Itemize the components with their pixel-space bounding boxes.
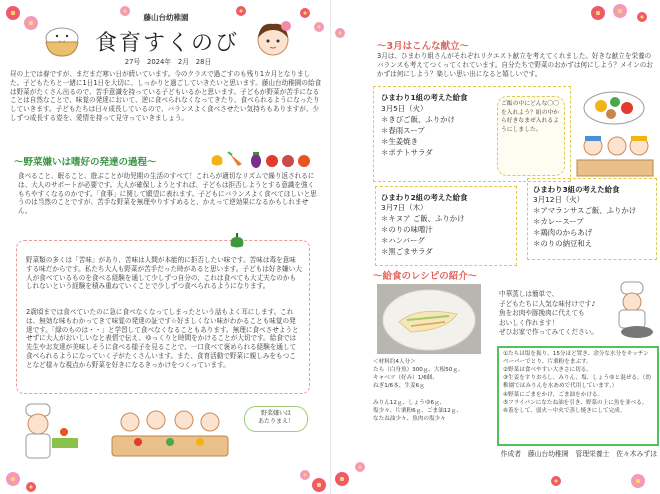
menu1-title: ひまわり1組の考えた給食 — [381, 93, 468, 102]
flower-icon — [335, 472, 349, 486]
menu3-item: ＊鶏肉のからあげ — [533, 228, 593, 237]
ingredients: ＜材料約4人分＞ たら（白身魚）300ｇ、大根50ｇ、 キャベツ（好み）1/6個、 ねぎ1/6本、生姜6ｇ みりん12ｇ、しょうゆ6ｇ、 塩少々、片栗粉6ｇ、ごま油12ｇ、 なたね油少々、魚肉の塩少々 — [373, 359, 464, 422]
menu2-date: 3月7日（木） — [381, 203, 428, 212]
girl-illustration — [248, 16, 298, 62]
flower-icon — [26, 482, 36, 492]
menu-section-title: ～3月はこんな献立～ — [377, 41, 470, 52]
flower-icon — [637, 12, 647, 22]
menu2-item: ＊黒ごまサラダ — [381, 247, 433, 256]
veg-paragraph-2: 野菜類の多くは「苦味」があり、苦味は人間が本能的に拒否したい味です。苦味は毒を意味する味だからです。私たち大人も野菜が苦手だった時があると思います。子どもは好き嫌い大人が食べているものを食べる経験を通して少しずつ自分の、これは食べても大丈夫なのかもしれないという経験を積み重ねていくことで少しずつ食べられるようになります。 — [26, 256, 302, 291]
flower-icon — [314, 22, 324, 32]
flower-icon — [631, 474, 645, 488]
flower-icon — [312, 478, 326, 492]
tomato-icon — [266, 155, 278, 167]
recipe-step: ⑥蓋をして、弱火～中火で蒸し焼きにして完成。 — [503, 407, 626, 414]
intro-text: 昼の上では春ですが、まだまだ寒い日が続いています。今のクラスで過ごすのも残り1カ月となりました。子どもたちと一緒に1日1日を大切に、しっかりと過ごしていきたいと思います。藤山台幼稚園の給食は野菜がたくさん出るので、苦手意識を持っている子どもいるかと思います。子どもが野菜が苦手になることは自然なことで、味覚の発達において、逆に食べられなくなってきたり、食べられるようになったりしていきます。子どもたちは日々成長しているので、バランスよく食べさせたい気持ちもありますが、少しずつ成長する姿を、愛情を持って見守っていきましょう。 — [10, 70, 322, 123]
menu2-item: ＊キヌア ご飯、ふりかけ — [381, 214, 465, 223]
green-pepper-icon — [228, 232, 246, 250]
menu3-date: 3月12日（火） — [533, 195, 585, 204]
flower-icon — [6, 472, 20, 486]
flower-icon — [236, 6, 246, 16]
flower-icon — [355, 462, 365, 472]
recipe-photo — [377, 284, 481, 354]
recipe-steps — [503, 350, 651, 415]
menu2-item: ＊のりの味噌汁 — [381, 225, 433, 234]
menu3-title: ひまわり3組の考えた給食 — [533, 185, 620, 194]
recipe-section-title: ～給食のレシピの紹介～ — [373, 271, 478, 282]
newsletter-title: 食育すくのび — [94, 31, 239, 56]
flower-icon — [591, 6, 605, 20]
menu1-item: ＊春雨スープ — [381, 126, 425, 135]
recipe-step: ④野菜にごまをかけ、ごま油をかける。 — [503, 391, 604, 398]
recipe-step: ③生姜をすりおろし、みりん、塩、しょうゆと混ぜる。（幼稚園ではみりんを水あめで代用しています。） — [503, 375, 651, 390]
flower-icon — [300, 470, 310, 480]
veg-paragraph-3: 2歳頃までは食べていたのに急に食べなくなってしまったという話もよく耳にします。これは、無効な味もわかってきて味覚の発達の証です☆好ましくない味がわかることも味覚の発達です。「緑のものは・・」と学習して食べなくなることもあります。無理に食べさせようとせずに大人がおいしいなと表情で伝え、ゆっくりと時間をかけることが大切です。給食では先生やお友達が美味しそうに食べる様子を見ることで、一口食べて褒められる経験を通して食べられるようになっていく子がたくさんいます。また、食育活動で野菜に親しみをもつことなど様々な視点から野菜を好きになるきっかけをつくっています。 — [26, 308, 299, 369]
menu3-item: ＊アマランサスご飯、ふりかけ — [533, 206, 637, 215]
vegetables-row — [208, 150, 318, 168]
right-page — [330, 0, 660, 494]
chef-child-illustration — [12, 398, 86, 470]
recipe-step: ②野菜は食べやすい大きさに切る。 — [503, 367, 592, 374]
speech-bubble: 野菜嫌いは あたりまえ！ — [244, 406, 308, 432]
carrot-icon — [228, 152, 242, 166]
flower-icon — [24, 16, 38, 30]
recipe-step: ①たらは塩を振り、15分ほど置き、余分な水分をキッチンペーパーでとり、片栗粉をまぶす。 — [503, 351, 649, 366]
menu3-item: ＊のりの納豆和え — [533, 239, 593, 248]
chef-cooking-illustration — [609, 280, 657, 340]
children-meal-illustration — [575, 128, 655, 180]
bell-pepper-icon — [212, 155, 223, 166]
flower-icon — [613, 4, 627, 18]
onion-icon — [282, 155, 294, 167]
menu2-item: ＊ハンバーグ — [381, 236, 425, 245]
footer-author: 作成者 藤山台幼稚園 管理栄養士 佐々木みずほ — [500, 450, 657, 458]
chef-note: 中華蒸しは簡単で、 子どもたちに人気な味付けです♪ 魚をお肉や豚挽肉に代えても おいしく作れます！ ぜひお家で作ってみてください。 — [499, 290, 598, 337]
note-bubble: ご飯の中にどんな〇〇を入れよう？組の中から好きなまぜ入れるようにしました。 — [501, 101, 559, 134]
flower-icon — [335, 28, 345, 38]
children-eating-illustration — [108, 400, 232, 462]
eggplant-icon — [251, 152, 261, 168]
issue-date: 27号 2024年 2月 28日 — [124, 58, 212, 66]
flower-icon — [6, 6, 20, 20]
flower-icon — [300, 8, 310, 18]
veg-paragraph-1: 食べること、眠ること、遊ぶことが幼児期の生活のすべて！これらが適切なリズムで繰り返されるには、大人のサポートが必要です。大人が確保しようとすれば、子どもは拒否しようとする意識を強くもちやすくなるのかです。「食事」に関して願望に表れます。子どもにバランスよく食べてほしいと思うのは当然のことですが、苦手な野菜を無理やりすすめると、かえって逆効果になるかもしれません。 — [18, 172, 317, 216]
veg-section-title: ～野菜嫌いは嗜好の発達の過程～ — [14, 157, 157, 168]
food-plate-illustration — [579, 88, 649, 128]
menu1-item: ＊生姜焼き — [381, 137, 418, 146]
menu2-title: ひまわり2組の考えた給食 — [381, 193, 468, 202]
menu1-item: ＊ポテトサラダ — [381, 148, 433, 157]
menu1-item: ＊きびご飯、ふりかけ — [381, 115, 455, 124]
flower-icon — [551, 476, 561, 486]
menu3-item: ＊カレースープ — [533, 217, 584, 226]
rice-bowl-illustration — [40, 20, 84, 60]
tomato-icon — [298, 155, 310, 167]
recipe-step: ⑤フライパンになたね油を引き、野菜の上に魚を並べる。 — [503, 399, 648, 406]
menu1-date: 3月5日（火） — [381, 104, 428, 113]
menu-intro: 3月は、ひまわり組さんがそれぞれリクエスト献立を考えてくれました。好きな献立を栄養のバランスも考えてつくってくれています。自分たちで野菜のおかずは何にしよう？メインのおかずは何にしよう？楽しい思い出になると嬉しいです。 — [377, 52, 653, 78]
school-name: 藤山台幼稚園 — [143, 13, 189, 22]
